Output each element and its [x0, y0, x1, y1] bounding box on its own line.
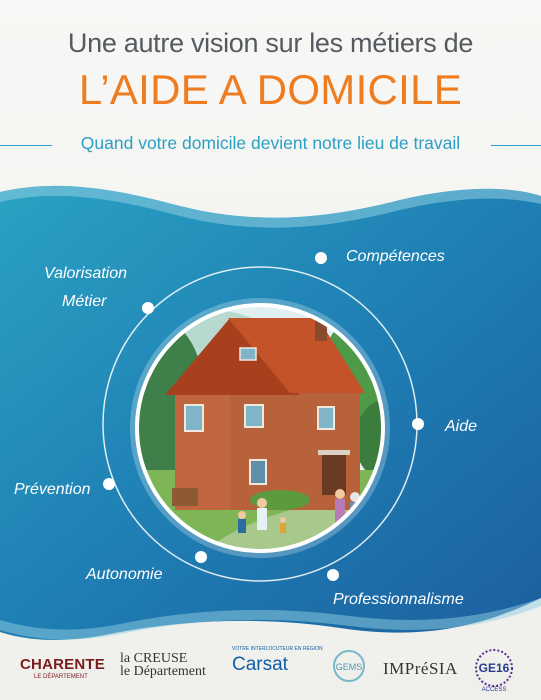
logo-gems-text: GEMS: [335, 662, 363, 672]
logo-charente: CHARENTE: [20, 656, 105, 673]
subtitle: Quand votre domicile devient notre lieu de travail: [80, 133, 461, 153]
ring-dot-competences: [315, 252, 327, 264]
label-valorisation: Valorisation: [44, 265, 128, 282]
logo-ge16-text: GE16: [478, 661, 510, 675]
logo-impresia: IMPréSIA: [383, 659, 458, 678]
ring-dot-professionnalisme: [327, 569, 339, 581]
logo-charente-sub: LE DÉPARTEMENT: [34, 674, 88, 680]
title-line-2: L’AIDE A DOMICILE: [78, 66, 463, 113]
ring-dot-valorisation: [142, 302, 154, 314]
partner-logos: [0, 638, 541, 700]
ring-dot-prevention: [103, 478, 115, 490]
label-aide: Aide: [445, 418, 478, 435]
label-prevention: Prévention: [14, 481, 91, 498]
title-line-1: Une autre vision sur les métiers de: [67, 28, 474, 58]
label-competences: Compétences: [346, 248, 445, 265]
label-professionnalisme: Professionnalisme: [333, 591, 464, 608]
label-autonomie: Autonomie: [86, 566, 163, 583]
logo-ge16: [468, 646, 520, 694]
logo-creuse-line2: le Département: [120, 664, 206, 679]
logo-creuse-line1: la CREUSE: [120, 651, 188, 666]
logo-carsat-tagline: VOTRE INTERLOCUTEUR EN RÉGION: [232, 646, 323, 652]
ring-dot-aide: [412, 418, 424, 430]
logo-gems: [330, 644, 368, 688]
logo-carsat: Carsat: [232, 654, 288, 675]
logo-creuse: [120, 652, 206, 678]
label-metier: Métier: [62, 293, 107, 310]
logo-ge16-sub: ACCESS: [481, 687, 507, 693]
ring-dot-autonomie: [195, 551, 207, 563]
